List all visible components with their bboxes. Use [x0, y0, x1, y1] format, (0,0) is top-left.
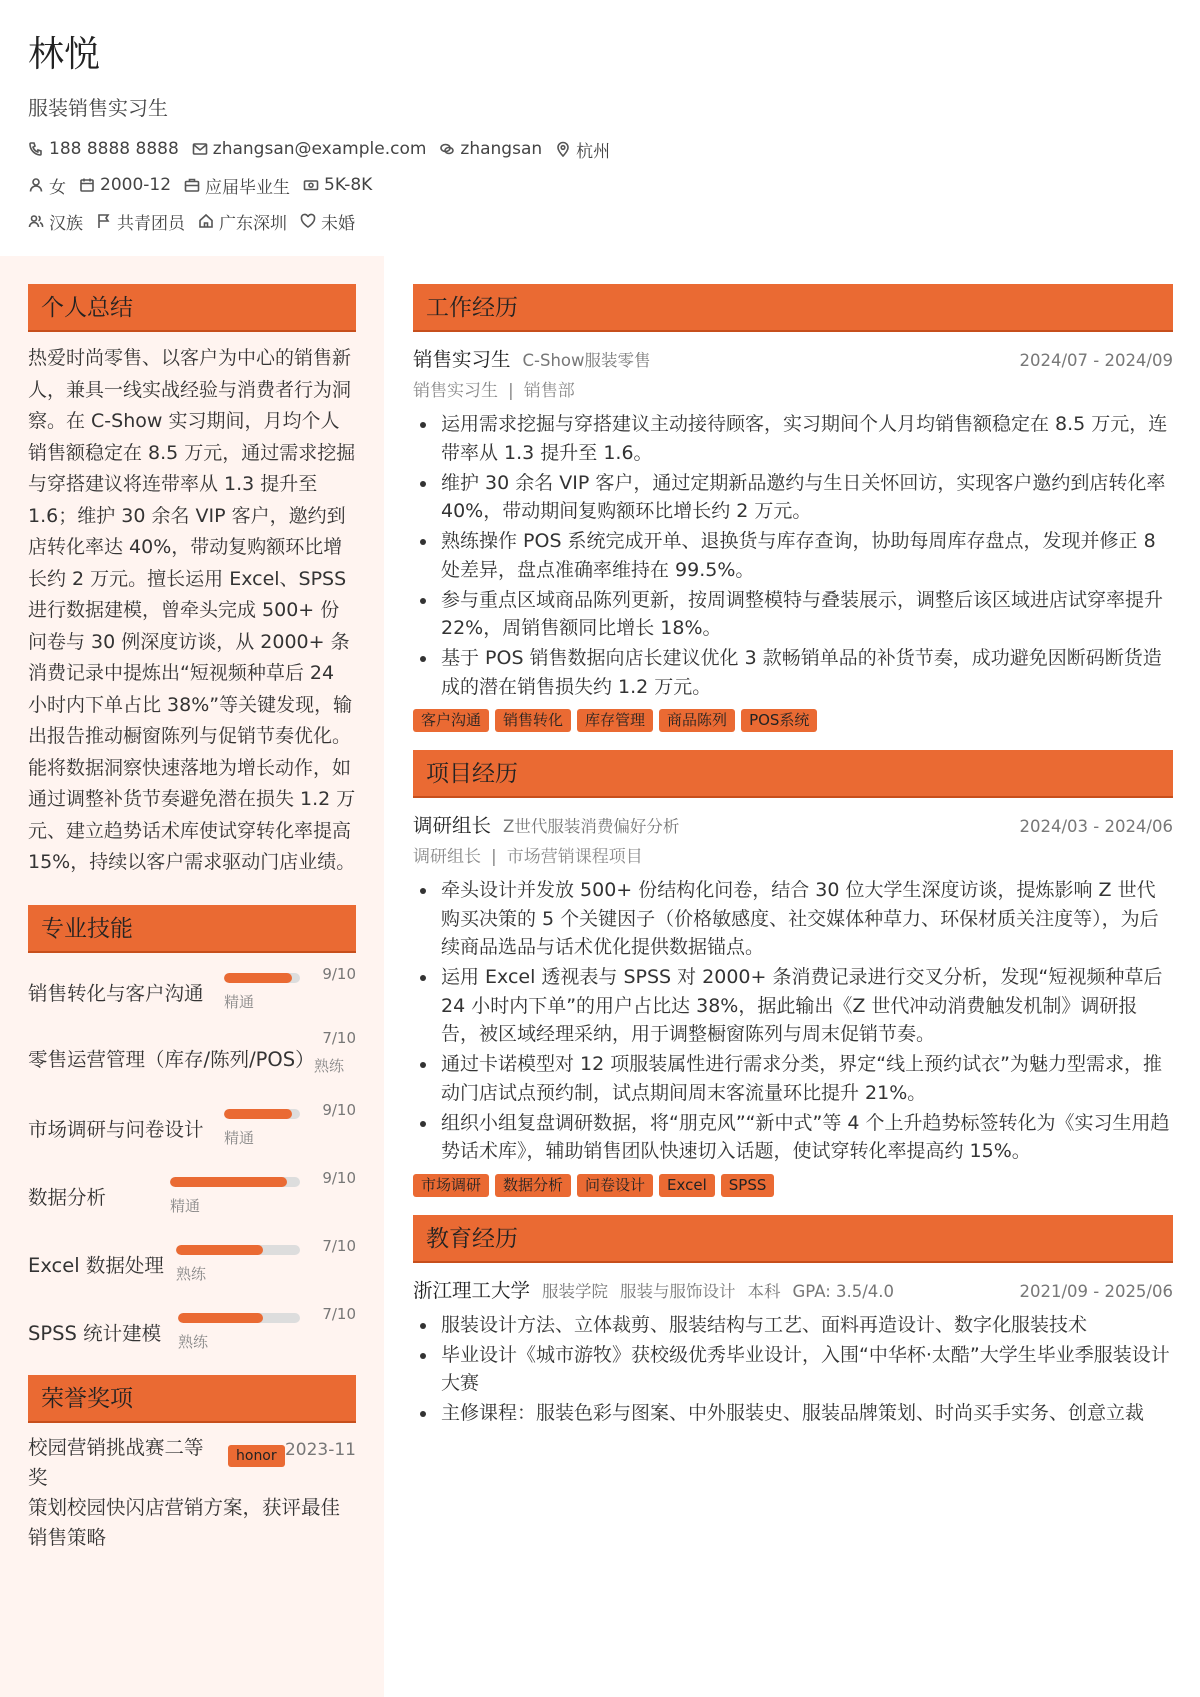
skill-bar-fill [170, 1177, 287, 1187]
honors-section-title: 荣誉奖项 [28, 1375, 356, 1423]
project-bullet: 运用 Excel 透视表与 SPSS 对 2000+ 条消费记录进行交叉分析，发现“短视频种草后 24 小时内下单”的用户占比达 38%，据此输出《Z 世代冲动消费触发机制》调研报告，被区域经理采纳，用于调整橱窗陈列与周末促销节奏。 [413, 963, 1173, 1049]
skill-score: 9/10 [322, 1168, 356, 1187]
skill-tag: 市场调研 [413, 1174, 489, 1197]
honor-row [28, 1433, 356, 1489]
honor-date: 2023-11 [284, 1439, 356, 1460]
skill-item [28, 1301, 356, 1369]
skill-level: 熟练 [314, 1056, 345, 1075]
skill-item [28, 1097, 356, 1165]
work-bullet: 参与重点区域商品陈列更新，按周调整模特与叠装展示，调整后该区域进店试穿率提升 22%，周销售额同比增长 18%。 [413, 586, 1173, 643]
major-name: 服装与服饰设计 [620, 1281, 736, 1301]
skill-level: 精通 [170, 1196, 201, 1215]
left-column [28, 284, 356, 1553]
location-text: 杭州 [576, 141, 611, 162]
heart-icon [300, 213, 316, 229]
skill-bar-fill [224, 973, 292, 983]
status-item [184, 173, 290, 198]
salary-text: 5K-8K [324, 175, 373, 195]
work-bullets [413, 410, 1173, 701]
skill-name: Excel 数据处理 [28, 1253, 164, 1277]
work-entry [413, 344, 1173, 732]
phone-text: 188 8888 8888 [49, 139, 179, 159]
skill-level: 精通 [224, 992, 255, 1011]
work-sub-role: 销售实习生 [413, 381, 498, 401]
hometown-item [198, 209, 287, 234]
gender-item [28, 173, 66, 198]
money-icon [303, 177, 319, 193]
skill-name: SPSS 统计建模 [28, 1321, 162, 1345]
background-row [28, 204, 1168, 238]
skill-tag: 问卷设计 [577, 1174, 653, 1197]
project-entry-header [413, 810, 1173, 840]
work-entry-header [413, 344, 1173, 374]
ethnicity-item [28, 209, 83, 234]
phone-icon [28, 141, 44, 157]
project-bullet: 组织小组复盘调研数据，将“朋克风”“新中式”等 4 个上升趋势标签转化为《实习生用趋势话术库》，辅助销售团队快速切入话题，使试穿转化率提高约 15%。 [413, 1109, 1173, 1166]
skill-name: 数据分析 [28, 1185, 107, 1209]
work-role: 销售实习生 [413, 348, 511, 371]
education-bullet: 主修课程：服装色彩与图案、中外服装史、服装品牌策划、时尚买手实务、创意立裁 [413, 1399, 1173, 1428]
status-text: 应届毕业生 [205, 177, 291, 198]
project-subline [413, 842, 1173, 872]
skill-bar [224, 973, 300, 983]
candidate-name: 林悦 [28, 34, 101, 75]
work-bullet: 运用需求挖掘与穿搭建议主动接待顾客，实习期间个人月均销售额稳定在 8.5 万元，连带率从 1.3 提升至 1.6。 [413, 410, 1173, 467]
skill-tag: 客户沟通 [413, 709, 489, 732]
skill-bar [170, 1177, 300, 1187]
project-bullet: 通过卡诺模型对 12 项服装属性进行需求分类，界定“线上预约试衣”为魅力型需求，推动门店试点预约制，试点期间周末客流量环比提升 21%。 [413, 1050, 1173, 1107]
group-icon [28, 213, 44, 229]
birth-text: 2000-12 [100, 175, 172, 195]
right-column [413, 284, 1173, 1429]
skill-bar-fill [176, 1245, 263, 1255]
degree: 本科 [747, 1281, 781, 1301]
user-icon [28, 177, 44, 193]
skill-tag: 销售转化 [495, 709, 571, 732]
summary-text: 热爱时尚零售、以客户为中心的销售新人，兼具一线实战经验与消费者行为洞察。在 C-Show 实习期间，月均个人销售额稳定在 8.5 万元，通过需求挖掘与穿搭建议将连带率从 1.3 提升至 1.6；维护 30 余名 VIP 客户，邀约到店转化率达 40%，带动复购额环比增长约 2 万元。擅长运用 Excel、SPSS 进行数据建模，曾牵头完成 500+ 份问卷与 30 例深度访谈，从 2000+ 条消费记录中提炼出“短视频种草后 24 小时内下单占比 38%”等关键发现，输出报告推动橱窗陈列与促销节奏优化。能将数据洞察快速落地为增长动作，如通过调整补货节奏避免潜在损失 1.2 万元、建立趋势话术库使试穿转化率提高 15%，持续以客户需求驱动门店业绩。 [28, 347, 356, 873]
college-name: 服装学院 [542, 1281, 609, 1301]
political-item [96, 209, 185, 234]
work-department: 销售部 [523, 381, 575, 401]
wechat-icon [439, 141, 455, 157]
education-bullet: 服装设计方法、立体裁剪、服装结构与工艺、面料再造设计、数字化服装技术 [413, 1311, 1173, 1340]
skill-score: 9/10 [322, 964, 356, 983]
skill-bar-fill [224, 1109, 292, 1119]
marital-text: 未婚 [321, 213, 355, 234]
skill-score: 9/10 [322, 1100, 356, 1119]
work-bullet: 熟练操作 POS 系统完成开单、退换货与库存查询，协助每周库存盘点，发现并修正 8 处差异，盘点准确率维持在 99.5%。 [413, 527, 1173, 584]
mail-icon [192, 141, 208, 157]
education-entry-header [413, 1275, 1173, 1305]
project-context: 市场营销课程项目 [506, 847, 643, 867]
project-tags [413, 1174, 1173, 1197]
skill-level: 熟练 [178, 1332, 209, 1351]
skill-item [28, 961, 356, 1029]
education-date: 2021/09 - 2025/06 [1019, 1281, 1173, 1301]
separator: | [508, 381, 514, 401]
education-bullets [413, 1311, 1173, 1428]
flag-icon [96, 213, 112, 229]
skill-item [28, 1029, 356, 1097]
education-section-title: 教育经历 [413, 1215, 1173, 1263]
honor-title: 校园营销挑战赛二等奖 [28, 1435, 204, 1489]
project-date: 2024/03 - 2024/06 [1019, 817, 1173, 836]
project-sub-role: 调研组长 [413, 847, 481, 867]
project-name: Z世代服装消费偏好分析 [503, 817, 680, 836]
salary-item [303, 175, 372, 195]
education-entry [413, 1275, 1173, 1428]
summary-section-title: 个人总结 [28, 284, 356, 332]
skill-tag: 库存管理 [577, 709, 653, 732]
wechat-text: zhangsan [460, 139, 543, 159]
work-company: C-Show服装零售 [522, 351, 651, 370]
skill-level: 精通 [224, 1128, 255, 1147]
skill-bar [178, 1313, 300, 1323]
skills-section-title: 专业技能 [28, 905, 356, 953]
briefcase-icon [184, 177, 200, 193]
project-bullets [413, 876, 1173, 1166]
political-text: 共青团员 [117, 213, 185, 234]
skill-tag: 数据分析 [495, 1174, 571, 1197]
work-section-title: 工作经历 [413, 284, 1173, 332]
education-bullet: 毕业设计《城市游牧》获校级优秀毕业设计，入围“中华杯·太酷”大学生毕业季服装设计大赛 [413, 1341, 1173, 1398]
email-item [192, 139, 427, 159]
skill-score: 7/10 [322, 1028, 356, 1047]
resume-header [28, 30, 1168, 238]
project-role: 调研组长 [413, 814, 492, 837]
project-entry [413, 810, 1173, 1197]
skill-tag: 商品陈列 [659, 709, 735, 732]
skill-item [28, 1165, 356, 1233]
candidate-role: 服装销售实习生 [28, 96, 168, 120]
skill-name: 零售运营管理（库存/陈列/POS） [28, 1047, 315, 1071]
honor-tag: honor [228, 1445, 285, 1467]
skill-tag: SPSS [721, 1174, 775, 1197]
work-subline [413, 376, 1173, 406]
gpa: GPA: 3.5/4.0 [792, 1281, 895, 1301]
skill-item [28, 1233, 356, 1301]
gender-text: 女 [49, 177, 66, 198]
calendar-icon [79, 177, 95, 193]
separator: | [491, 847, 497, 867]
contact-row [28, 132, 1168, 166]
skill-bar [224, 1109, 300, 1119]
hometown-text: 广东深圳 [219, 213, 287, 234]
work-bullet: 基于 POS 销售数据向店长建议优化 3 款畅销单品的补货节奏，成功避免因断码断货造成的潜在销售损失约 1.2 万元。 [413, 644, 1173, 701]
location-item [555, 137, 610, 162]
skill-score: 7/10 [322, 1236, 356, 1255]
skill-score: 7/10 [322, 1304, 356, 1323]
location-icon [555, 141, 571, 157]
skill-tag: Excel [659, 1174, 715, 1197]
work-date: 2024/07 - 2024/09 [1019, 351, 1173, 370]
honor-description: 策划校园快闪店营销方案，获评最佳销售策略 [28, 1495, 341, 1549]
skill-tag: POS系统 [741, 709, 817, 732]
skill-level: 熟练 [176, 1264, 207, 1283]
birth-item [79, 175, 171, 195]
honor-item [28, 1433, 356, 1553]
skill-name: 销售转化与客户沟通 [28, 981, 204, 1005]
phone-item [28, 139, 179, 159]
project-bullet: 牵头设计并发放 500+ 份结构化问卷，结合 30 位大学生深度访谈，提炼影响 Z 世代购买决策的 5 个关键因子（价格敏感度、社交媒体种草力、环保材质关注度等），为后续商品选品与话术优化提供数据锚点。 [413, 876, 1173, 962]
work-tags [413, 709, 1173, 732]
marital-item [300, 209, 355, 234]
skills-list [28, 961, 356, 1369]
home-icon [198, 213, 214, 229]
school-name: 浙江理工大学 [413, 1278, 531, 1302]
work-bullet: 维护 30 余名 VIP 客户，通过定期新品邀约与生日关怀回访，实现客户邀约到店转化率 40%，带动期间复购额环比增长约 2 万元。 [413, 469, 1173, 526]
project-section-title: 项目经历 [413, 750, 1173, 798]
skill-name: 市场调研与问卷设计 [28, 1117, 204, 1141]
skill-bar [176, 1245, 300, 1255]
wechat-item [439, 139, 542, 159]
personal-row [28, 168, 1168, 202]
email-text: zhangsan@example.com [212, 139, 427, 159]
ethnicity-text: 汉族 [49, 213, 83, 234]
skill-bar-fill [178, 1313, 263, 1323]
